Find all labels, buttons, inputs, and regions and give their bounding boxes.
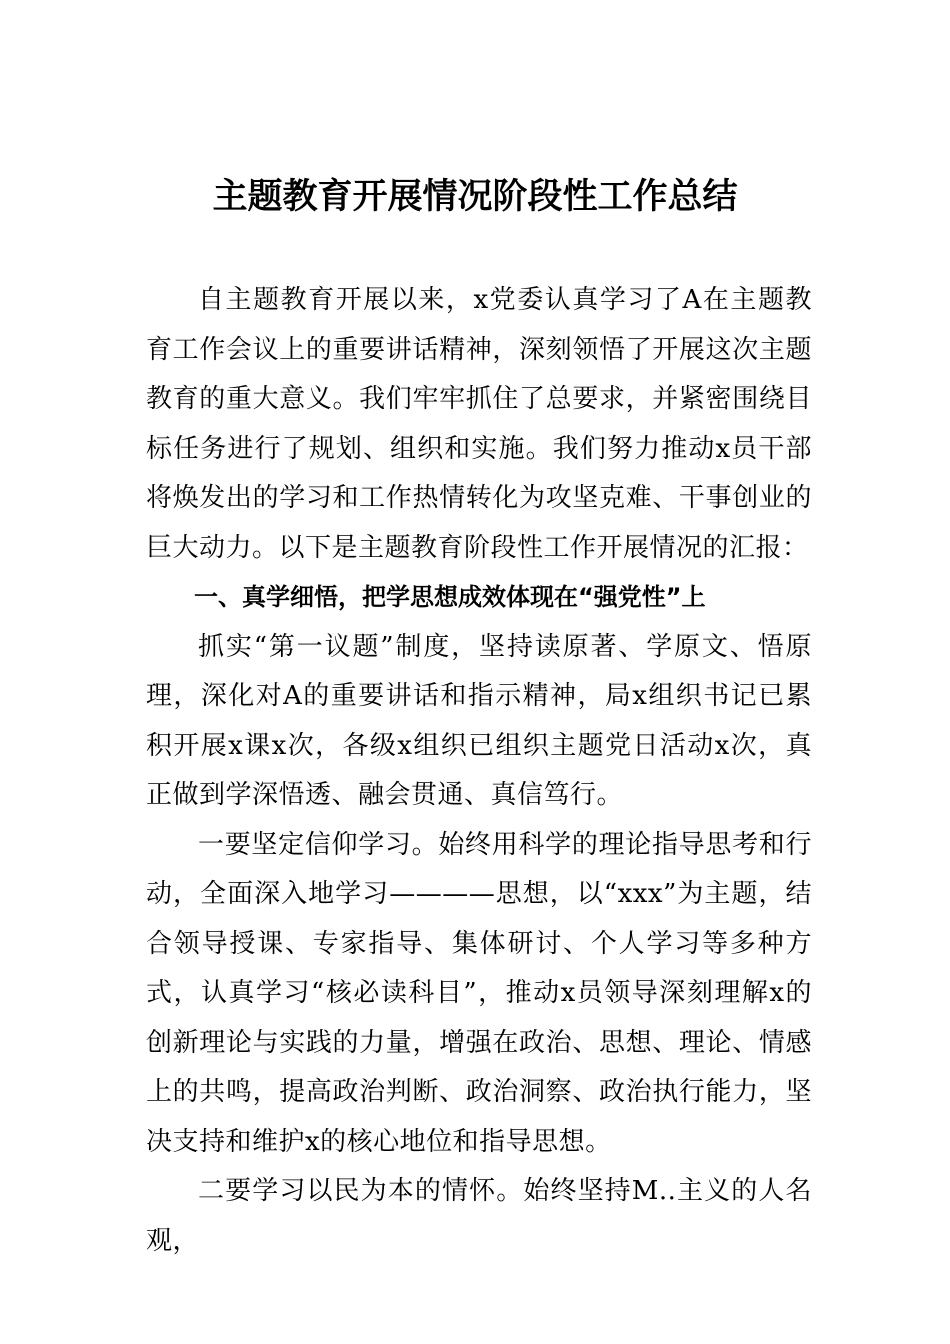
intro-paragraph: 自主题教育开展以来，x党委认真学习了A在主题教育工作会议上的重要讲话精神，深刻领悟了开展这次主题教育的重大意义。我们牢牢抓住了总要求，并紧密围绕目标任务进行了规划、组织和实施。我们努力推动x员干部将焕发出的学习和工作热情转化为攻坚克难、干事创业的巨大动力。以下是主题教育阶段性工作开展情况的汇报：	[146, 285, 812, 563]
body-paragraph: 抓实“第一议题”制度，坚持读原著、学原文、悟原理，深化对A的重要讲话和指示精神，局x组织书记已累积开展x课x次，各级x组织已组织主题党日活动x次，真正做到学深悟透、融会贯通、真信笃行。	[146, 631, 812, 810]
section-heading-1: 一、真学细悟，把学思想成效体现在“强党性”上	[194, 583, 706, 611]
document-body	[146, 276, 812, 1266]
body-paragraph: 二要学习以民为本的情怀。始终坚持M..主义的人名观，	[146, 1176, 812, 1256]
document-title: 主题教育开展情况阶段性工作总结	[212, 176, 738, 217]
body-paragraph: 一要坚定信仰学习。始终用科学的理论指导思考和行动，全面深入地学习————思想，以“xxx”为主题，结合领导授课、专家指导、集体研讨、个人学习等多种方式，认真学习“核必读科目”，推动x员领导深刻理解x的创新理论与实践的力量，增强在政治、思想、理论、情感上的共鸣，提高政治判断、政治洞察、政治执行能力，坚决支持和维护x的核心地位和指导思想。	[146, 829, 812, 1157]
